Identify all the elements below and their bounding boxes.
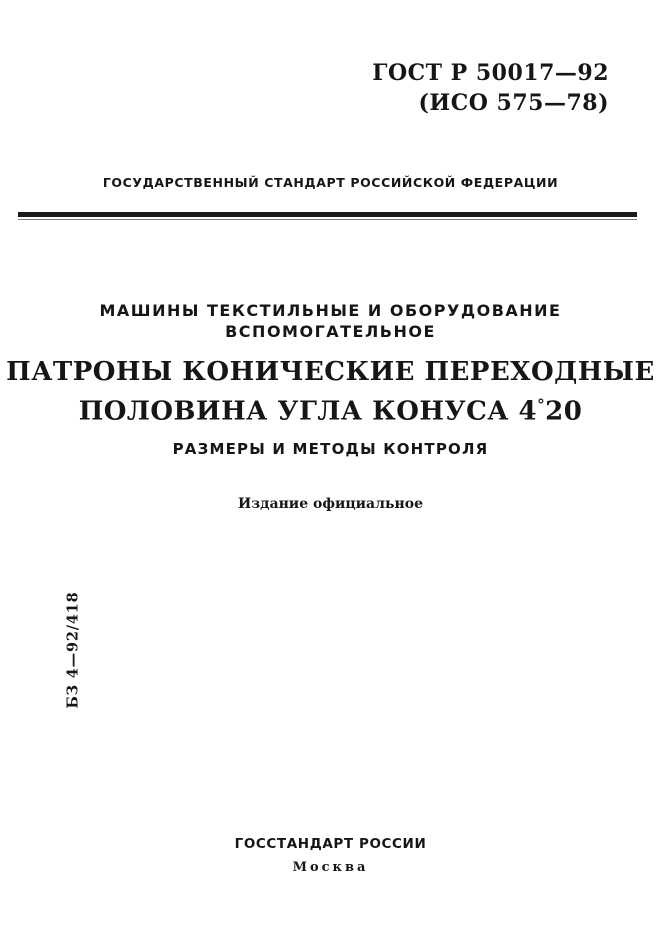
iso-code: (ИСО 575—78): [418, 90, 609, 116]
title-line-2-text: ПОЛОВИНА УГЛА КОНУСА: [78, 396, 519, 427]
title-line-1: ПАТРОНЫ КОНИЧЕСКИЕ ПЕРЕХОДНЫЕ: [6, 357, 655, 387]
category-heading: [0, 300, 661, 342]
standard-code: ГОСТ Р 50017—92: [372, 60, 609, 86]
publisher-name: ГОССТАНДАРТ РОССИИ: [234, 836, 427, 852]
title-line-2: [0, 389, 661, 429]
publisher-city: Москва: [292, 860, 369, 875]
angle-minutes: 20: [545, 396, 583, 427]
divider-thick: [18, 212, 637, 217]
edition-label: Издание официальное: [238, 496, 423, 512]
document-subtitle: РАЗМЕРЫ И МЕТОДЫ КОНТРОЛЯ: [172, 440, 489, 458]
category-line-1: МАШИНЫ ТЕКСТИЛЬНЫЕ И ОБОРУДОВАНИЕ: [99, 301, 562, 320]
divider-thin: [18, 219, 637, 220]
standard-code-block: [372, 58, 609, 118]
degree-sign: °: [537, 396, 546, 414]
publisher-block: [0, 832, 661, 880]
category-line-2: ВСПОМОГАТЕЛЬНОЕ: [225, 322, 436, 341]
side-registration-code: БЗ 4—92/418: [64, 591, 82, 709]
angle-degrees: 4: [518, 396, 538, 427]
document-title: [0, 356, 661, 429]
standard-type-heading: ГОСУДАРСТВЕННЫЙ СТАНДАРТ РОССИЙСКОЙ ФЕДЕРАЦИИ: [102, 175, 559, 190]
